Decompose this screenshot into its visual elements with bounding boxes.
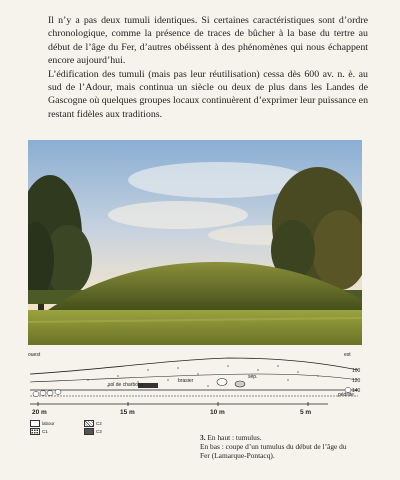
tumulus-section-drawing (28, 352, 362, 424)
caption-title: En haut : tumulus. (207, 433, 262, 442)
legend-swatch-c3 (84, 428, 94, 435)
body-text (48, 14, 368, 121)
section-diagram (28, 352, 362, 424)
legend-label-c3: C3 (96, 429, 102, 434)
scale-15m: 15 m (120, 409, 135, 416)
legend-label-c1: C1 (42, 429, 48, 434)
scale-10m: 10 m (210, 409, 225, 416)
legend-label-c2: C2 (96, 421, 102, 426)
legend-item-c2 (84, 420, 102, 427)
legend-item-c1 (30, 428, 48, 435)
label-est: est (344, 352, 351, 358)
tumulus-photo-illustration (28, 140, 362, 345)
label-pedilite: pédilite (338, 392, 354, 398)
caption-number: 3. (200, 433, 206, 442)
section-legend (30, 420, 150, 446)
caption-text: En bas : coupe d’un tumulus du début de l’âge du Fer (Lamarque-Pontacq). (200, 442, 347, 461)
label-sep: sép. (248, 374, 258, 380)
legend-item-labour (30, 420, 55, 427)
depth-100: 100 (352, 368, 361, 374)
paragraph-1: Il n’y a pas deux tumuli identiques. Si certaines caractéristiques sont d’ordre chronologique, comme la présence de traces de bûcher à la base du tertre au début de l’âge du Fer, d’autres obéissent à des phénomènes qui nous échappent encore aujourd’hui. (48, 15, 368, 67)
label-brasier: brasier (178, 378, 194, 384)
tumulus-photo (28, 140, 362, 345)
legend-item-c3 (84, 428, 102, 435)
legend-swatch-c2 (84, 420, 94, 427)
depth-120: 120 (352, 378, 361, 384)
legend-label-labour: labour (42, 421, 55, 426)
depth-140: 140 (352, 388, 361, 394)
scale-5m: 5 m (300, 409, 312, 416)
label-sol-charbons: sol de charbons (108, 382, 144, 388)
legend-swatch-labour (30, 420, 40, 427)
figure-caption (200, 433, 350, 461)
paragraph-2: L’édification des tumuli (mais pas leur réutilisation) cessa dès 600 av. n. è. au sud de l’Adour, mais continua un siècle ou deux de plus dans les Landes de Gascogne où quelques groupes locaux continuèrent d’exprimer leur puissance en restant fidèles aux traditions. (48, 68, 369, 120)
scale-20m: 20 m (32, 409, 47, 416)
label-ouest: ouest (28, 352, 41, 358)
legend-swatch-c1 (30, 428, 40, 435)
